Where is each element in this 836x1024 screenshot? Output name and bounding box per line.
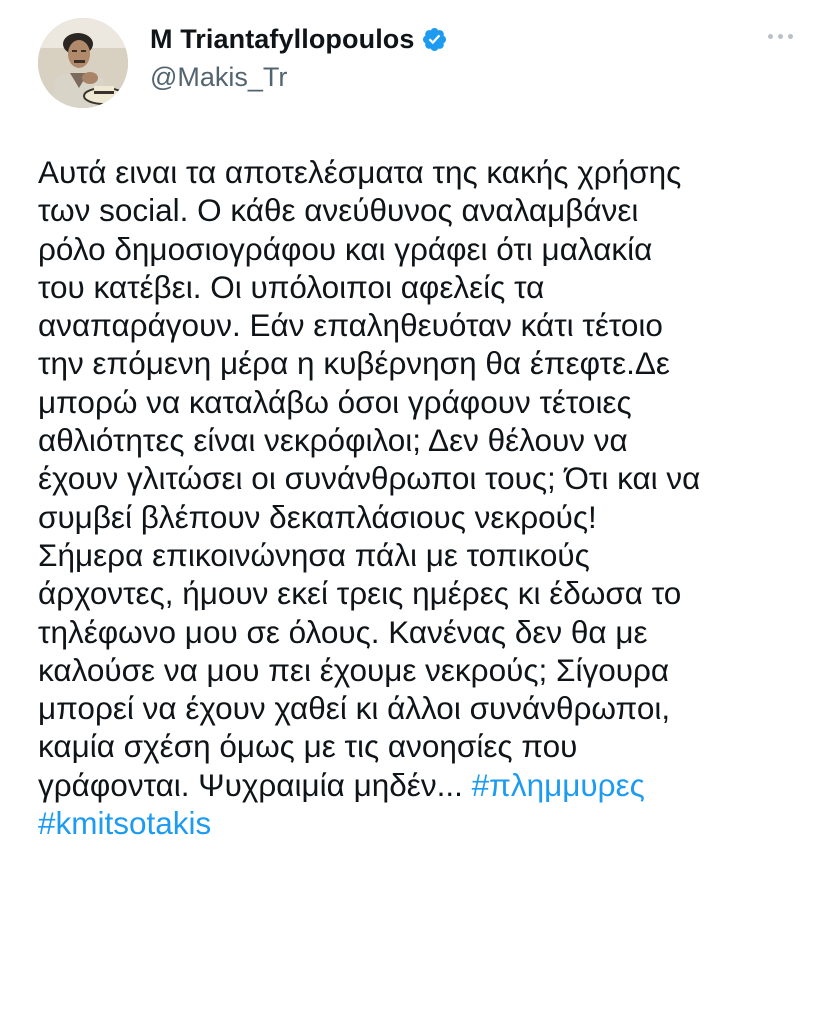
more-options-icon[interactable] [762,24,798,48]
tweet-line-last [38,766,808,804]
author-avatar[interactable] [38,18,128,108]
tweet-line: την επόμενη μέρα η κυβέρνηση θα έπεφτε.Δε [38,345,670,382]
display-name-row [150,22,448,56]
tweet-line: του κατέβει. Οι υπόλοιποι αφελείς τα [38,268,545,305]
author-names [150,22,448,93]
tweet-line: Σήμερα επικοινώνησα πάλι με τοπικούς [38,536,590,573]
tweet-line: Αυτά ειναι τα αποτελέσματα της κακής χρήσης [38,154,682,190]
verified-badge-icon [421,26,448,53]
tweet-line: καλούσε να μου πει έχουμε νεκρούς; Σίγουρα [38,651,670,688]
tweet-line: αναπαράγουν. Εάν επαληθευόταν κάτι τέτοιο [38,307,663,344]
tweet-line: μπορεί να έχουν χαθεί κι άλλοι συνάνθρωποι, [38,690,671,727]
tweet-line [38,804,808,842]
tweet-line: άρχοντες, ήμουν εκεί τρεις ημέρες κι έδωσα το [38,575,682,612]
author-handle[interactable]: @Makis_Tr [150,62,288,92]
hashtag-link-kmitsotakis[interactable]: #kmitsotakis [38,805,212,842]
tweet-line: έχουν γλιτώσει οι συνάνθρωποι τους; Ότι και να [38,460,701,497]
tweet-line: συμβεί βλέπουν δεκαπλάσιους νεκρούς! [38,498,597,535]
tweet-line: αθλιότητες είναι νεκρόφιλοι; Δεν θέλουν να [38,422,628,459]
tweet-line: ρόλο δημοσιογράφου και γράφει ότι μαλακία [38,230,653,267]
tweet-text [38,153,808,842]
author-display-name[interactable]: M Triantafyllopoulos [150,23,415,54]
tweet-line: τηλέφωνο μου σε όλους. Κανένας δεν θα με [38,613,648,650]
tweet-header [38,18,798,108]
tweet-line: των social. Ο κάθε ανεύθυνος αναλαμβάνει [38,192,639,229]
hashtag-link-plimmyres[interactable]: #πλημμυρες [471,766,645,803]
tweet-line: καμία σχέση όμως με τις ανοησίες που [38,728,578,765]
tweet-line: μπορώ να καταλάβω όσοι γράφουν τέτοιες [38,383,632,420]
profile-photo-icon [38,18,128,108]
tweet-line-text: γράφονται. Ψυχραιμία μηδέν... [38,766,472,803]
